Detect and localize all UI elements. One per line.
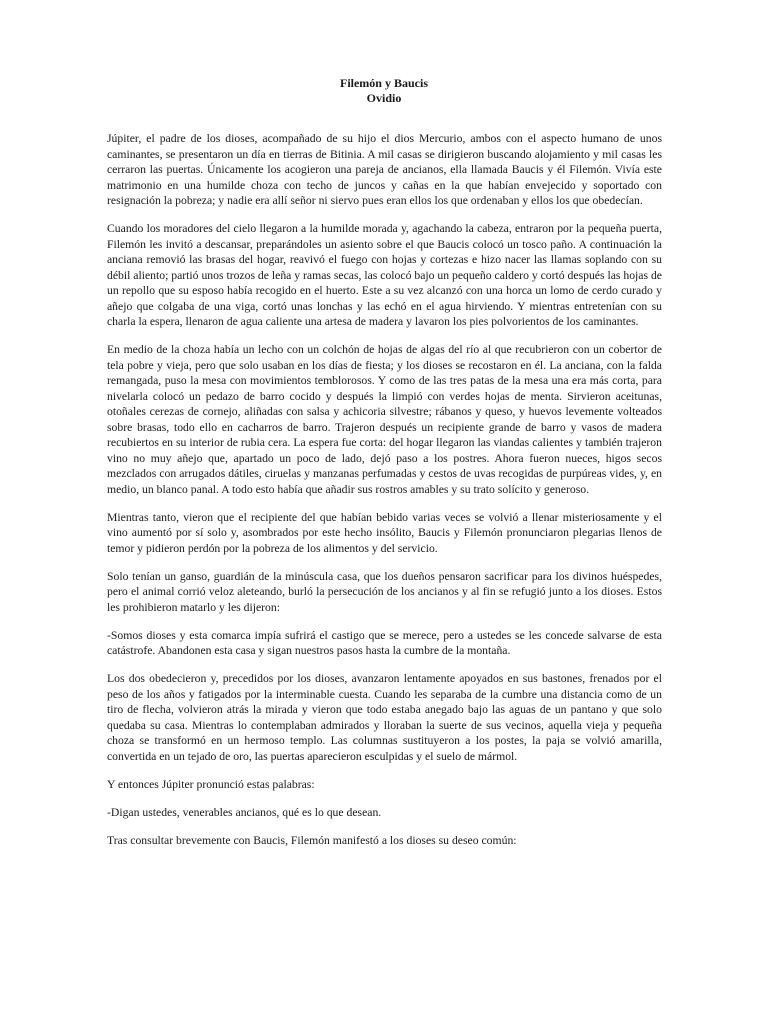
- paragraph: -Somos dioses y esta comarca impía sufrirá el castigo que se merece, pero a ustedes se les concede salvarse de esta catástrofe. Abandonen esta casa y sigan nuestros pasos hasta la cumbre de la montaña.: [107, 628, 662, 657]
- paragraph: Mientras tanto, vieron que el recipiente del que habían bebido varias veces se volvió a llenar misteriosamente y el vino aumentó por sí solo y, asombrados por este hecho insólito, Baucis y Filemón pronunciaron plegarias llenos de temor y pidieron perdón por la pobreza de los alimentos y del servicio.: [107, 510, 662, 555]
- paragraph: Y entonces Júpiter pronunció estas palabras:: [107, 777, 315, 791]
- paragraph: -Digan ustedes, venerables ancianos, qué es lo que desean.: [107, 805, 382, 819]
- document-author: Ovidio: [366, 91, 402, 105]
- paragraph: En medio de la choza había un lecho con un colchón de hojas de algas del río al que recubrieron con un cobertor de tela pobre y vieja, pero que solo usaban en los días de fiesta; y los dioses se recostaron en él. La anciana, con la falda remangada, puso la mesa con movimientos temblorosos. Y como de las tres patas de la mesa una era más corta, para nivelarla colocó un pedazo de barro cocido y después la limpió con verdes hojas de menta. Sirvieron aceitunas, otoñales cerezas de cornejo, aliñadas con salsa y achicoria silvestre; rábanos y queso, y huevos levemente volteados sobre brasas, todo ello en cacharros de barro. Trajeron después un recipiente grande de barro y vasos de madera recubiertos en su interior de rubia cera. La espera fue corta: del hogar llegaron las viandas calientes y también trajeron vino no muy añejo que, apartado un poco de lado, dejó paso a los postres. Ahora fueron nueces, higos secos mezclados con arrugados dátiles, ciruelas y manzanas perfumadas y cestos de uvas recogidas de purpúreas vides, y, en medio, un blanco panal. A todo esto había que añadir sus rostros amables y su trato solícito y generoso.: [107, 343, 662, 496]
- document-title: Filemón y Baucis: [339, 76, 428, 90]
- paragraph: Júpiter, el padre de los dioses, acompañado de su hijo el dios Mercurio, ambos con el aspecto humano de unos caminantes, se presentaron un día en tierras de Bitinia. A mil casas se dirigieron buscando alojamiento y mil casas les cerraron las puertas. Únicamente los acogieron una pareja de ancianos, ella llamada Baucis y él Filemón. Vivía este matrimonio en una humilde choza con techo de juncos y cañas en la que habían envejecido y soportado con resignación la pobreza; y nadie era allí señor ni siervo pues eran ellos los que ordenaban y ellos los que obedecían.: [107, 132, 662, 207]
- paragraph: Cuando los moradores del cielo llegaron a la humilde morada y, agachando la cabeza, entraron por la pequeña puerta, Filemón les invitó a descansar, preparándoles un asiento sobre el que Baucis colocó un tosco paño. A continuación la anciana removió las brasas del hogar, reavivó el fuego con hojas y cortezas e hizo nacer las llamas soplando con su débil aliento; partió unos trozos de leña y ramas secas, las colocó bajo un pequeño caldero y cortó después las hojas de un repollo que su esposo había recogido en el huerto. Este a su vez alcanzó con una horca un lomo de cerdo curado y añejo que colgaba de una viga, cortó unas lonchas y las echó en el agua hirviendo. Y mientras entretenían con su charla la espera, llenaron de agua caliente una artesa de madera y lavaron los pies polvorientos de los caminantes.: [107, 222, 662, 328]
- paragraph: Tras consultar brevemente con Baucis, Filemón manifestó a los dioses su deseo común:: [107, 833, 517, 847]
- paragraph: Los dos obedecieron y, precedidos por los dioses, avanzaron lentamente apoyados en sus bastones, frenados por el peso de los años y fatigados por la interminable cuesta. Cuando les separaba de la cumbre una distancia como de un tiro de flecha, volvieron atrás la mirada y vieron que todo estaba anegado bajo las aguas de un pantano y que solo quedaba su casa. Mientras lo contemplaban admirados y lloraban la suerte de sus vecinos, aquella vieja y pequeña choza se transformó en un hermoso templo. Las columnas sustituyeron a los postes, la paja se volvió amarilla, convertida en un tejado de oro, las puertas aparecieron esculpidas y el suelo de mármol.: [107, 672, 662, 763]
- document-header: [0, 76, 768, 106]
- document-body: [107, 131, 662, 861]
- paragraph: Solo tenían un ganso, guardián de la minúscula casa, que los dueños pensaron sacrificar para los divinos huéspedes, pero el animal corrió veloz aleteando, burló la persecución de los ancianos y al fin se refugió junto a los dioses. Estos les prohibieron matarlo y les dijeron:: [107, 569, 662, 614]
